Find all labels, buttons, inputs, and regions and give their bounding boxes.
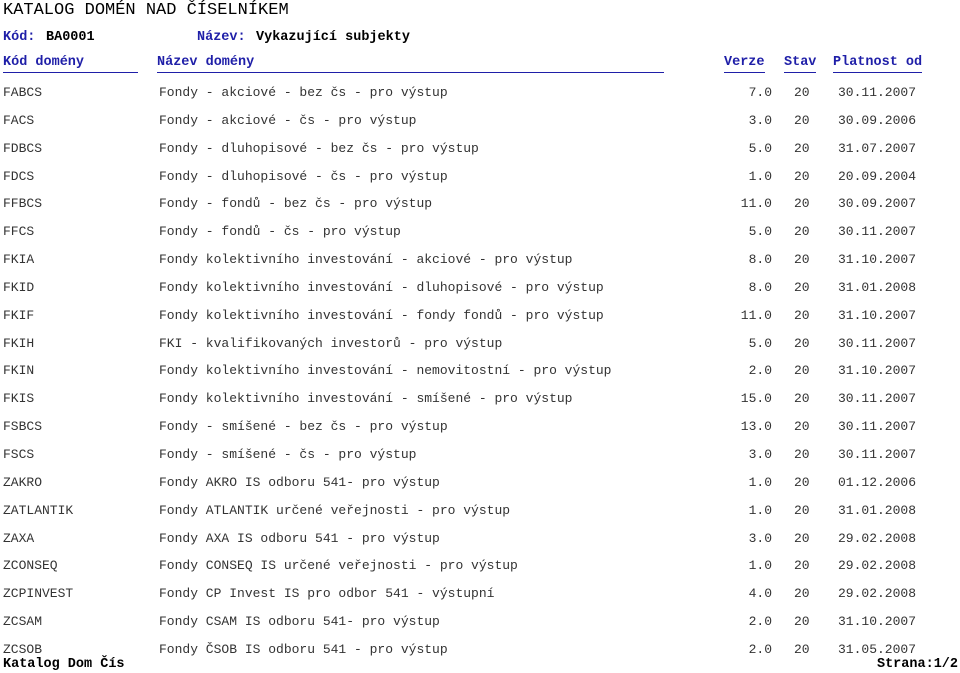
cell-stav: 20 bbox=[794, 252, 810, 268]
cell-stav: 20 bbox=[794, 446, 810, 462]
table-row bbox=[0, 447, 960, 475]
table-row bbox=[0, 196, 960, 224]
cell-kod: ZATLANTIK bbox=[3, 502, 74, 518]
table-row bbox=[0, 113, 960, 141]
cell-verze: 11.0 bbox=[740, 196, 772, 212]
cell-verze: 2.0 bbox=[748, 641, 772, 657]
cell-verze: 8.0 bbox=[748, 279, 772, 295]
cell-kod: ZAKRO bbox=[3, 474, 43, 490]
cell-verze: 5.0 bbox=[748, 140, 772, 156]
cell-nazev: Fondy CP Invest IS pro odbor 541 - výstupní bbox=[159, 586, 495, 602]
table-row bbox=[0, 336, 960, 364]
cell-kod: FSBCS bbox=[3, 419, 43, 435]
cell-stav: 20 bbox=[794, 558, 810, 574]
cell-kod: FKIA bbox=[3, 252, 35, 268]
cell-stav: 20 bbox=[794, 224, 810, 240]
cell-platnost: 30.11.2007 bbox=[838, 224, 917, 240]
cell-nazev: Fondy CONSEQ IS určené veřejnosti - pro výstup bbox=[159, 558, 518, 574]
table-row bbox=[0, 391, 960, 419]
cell-nazev: Fondy kolektivního investování - dluhopisové - pro výstup bbox=[159, 279, 604, 295]
cell-nazev: Fondy - fondů - bez čs - pro výstup bbox=[159, 196, 433, 212]
table-row bbox=[0, 308, 960, 336]
table-row bbox=[0, 614, 960, 642]
table-row bbox=[0, 419, 960, 447]
cell-stav: 20 bbox=[794, 168, 810, 184]
report-title: KATALOG DOMÉN NAD ČÍSELNÍKEM bbox=[3, 1, 289, 20]
cell-nazev: Fondy - akciové - bez čs - pro výstup bbox=[159, 85, 448, 100]
cell-nazev: Fondy kolektivního investování - nemovitostní - pro výstup bbox=[159, 363, 612, 379]
cell-kod: FKIS bbox=[3, 391, 35, 407]
cell-platnost: 31.10.2007 bbox=[838, 252, 917, 268]
table-row bbox=[0, 141, 960, 169]
cell-verze: 1.0 bbox=[748, 168, 772, 184]
cell-platnost: 31.05.2007 bbox=[838, 641, 917, 657]
cell-stav: 20 bbox=[794, 85, 810, 100]
cell-platnost: 30.11.2007 bbox=[838, 335, 917, 351]
table-row bbox=[0, 531, 960, 559]
cell-nazev: Fondy AKRO IS odboru 541- pro výstup bbox=[159, 474, 440, 490]
kod-value: BA0001 bbox=[46, 30, 95, 45]
cell-nazev: Fondy - smíšené - čs - pro výstup bbox=[159, 446, 417, 462]
cell-stav: 20 bbox=[794, 140, 810, 156]
cell-kod: ZCONSEQ bbox=[3, 558, 58, 574]
cell-verze: 8.0 bbox=[748, 252, 772, 268]
cell-kod: FKIN bbox=[3, 363, 35, 379]
cell-verze: 1.0 bbox=[748, 558, 772, 574]
cell-stav: 20 bbox=[794, 530, 810, 546]
cell-kod: FKID bbox=[3, 279, 35, 295]
cell-platnost: 30.11.2007 bbox=[838, 446, 917, 462]
cell-verze: 1.0 bbox=[748, 474, 772, 490]
cell-kod: ZCSOB bbox=[3, 641, 43, 657]
header-kod-domeny: Kód domény bbox=[3, 55, 138, 73]
cell-stav: 20 bbox=[794, 419, 810, 435]
cell-verze: 11.0 bbox=[740, 307, 772, 323]
header-platnost-od: Platnost od bbox=[833, 55, 922, 73]
cell-stav: 20 bbox=[794, 641, 810, 657]
cell-kod: FKIH bbox=[3, 335, 35, 351]
cell-nazev: Fondy ATLANTIK určené veřejnosti - pro výstup bbox=[159, 502, 511, 518]
cell-kod: FABCS bbox=[3, 85, 43, 100]
cell-verze: 4.0 bbox=[748, 586, 772, 602]
cell-nazev: Fondy CSAM IS odboru 541- pro výstup bbox=[159, 614, 440, 630]
cell-verze: 3.0 bbox=[748, 530, 772, 546]
cell-stav: 20 bbox=[794, 112, 810, 128]
cell-stav: 20 bbox=[794, 196, 810, 212]
cell-verze: 3.0 bbox=[748, 446, 772, 462]
cell-nazev: Fondy AXA IS odboru 541 - pro výstup bbox=[159, 530, 440, 546]
cell-platnost: 31.10.2007 bbox=[838, 363, 917, 379]
cell-kod: FDCS bbox=[3, 168, 35, 184]
cell-platnost: 01.12.2006 bbox=[838, 474, 917, 490]
table-row bbox=[0, 558, 960, 586]
nazev-value: Vykazující subjekty bbox=[256, 30, 410, 45]
table-row bbox=[0, 363, 960, 391]
cell-kod: FSCS bbox=[3, 446, 35, 462]
cell-platnost: 31.01.2008 bbox=[838, 502, 917, 518]
cell-stav: 20 bbox=[794, 614, 810, 630]
cell-stav: 20 bbox=[794, 391, 810, 407]
cell-kod: ZAXA bbox=[3, 530, 35, 546]
cell-kod: ZCSAM bbox=[3, 614, 43, 630]
cell-stav: 20 bbox=[794, 502, 810, 518]
cell-verze: 13.0 bbox=[740, 419, 772, 435]
cell-kod: FFBCS bbox=[3, 196, 43, 212]
table-row bbox=[0, 85, 960, 113]
cell-platnost: 30.09.2006 bbox=[838, 112, 917, 128]
table-row bbox=[0, 252, 960, 280]
table-row bbox=[0, 224, 960, 252]
cell-nazev: Fondy ČSOB IS odboru 541 - pro výstup bbox=[159, 641, 448, 657]
cell-verze: 5.0 bbox=[748, 335, 772, 351]
table-row bbox=[0, 642, 960, 670]
cell-platnost: 30.11.2007 bbox=[838, 391, 917, 407]
header-stav: Stav bbox=[784, 55, 816, 73]
kod-label: Kód: bbox=[3, 30, 36, 45]
cell-platnost: 30.09.2007 bbox=[838, 196, 917, 212]
header-nazev-domeny: Název domény bbox=[157, 55, 664, 73]
cell-verze: 1.0 bbox=[748, 502, 772, 518]
cell-platnost: 31.01.2008 bbox=[838, 279, 917, 295]
cell-kod: FFCS bbox=[3, 224, 35, 240]
cell-nazev: Fondy - fondů - čs - pro výstup bbox=[159, 224, 401, 240]
cell-platnost: 20.09.2004 bbox=[838, 168, 917, 184]
table-row bbox=[0, 503, 960, 531]
cell-platnost: 31.07.2007 bbox=[838, 140, 917, 156]
cell-platnost: 30.11.2007 bbox=[838, 85, 917, 100]
cell-nazev: Fondy - dluhopisové - bez čs - pro výstup bbox=[159, 140, 479, 156]
cell-stav: 20 bbox=[794, 586, 810, 602]
cell-platnost: 31.10.2007 bbox=[838, 307, 917, 323]
cell-nazev: Fondy kolektivního investování - fondy fondů - pro výstup bbox=[159, 307, 604, 323]
cell-verze: 15.0 bbox=[740, 391, 772, 407]
cell-platnost: 30.11.2007 bbox=[838, 419, 917, 435]
footer-page-number: Strana:1/2 bbox=[876, 657, 958, 672]
header-verze: Verze bbox=[724, 55, 765, 73]
cell-kod: FACS bbox=[3, 112, 35, 128]
table-row bbox=[0, 475, 960, 503]
cell-kod: FKIF bbox=[3, 307, 35, 323]
cell-stav: 20 bbox=[794, 279, 810, 295]
cell-stav: 20 bbox=[794, 363, 810, 379]
cell-nazev: Fondy - smíšené - bez čs - pro výstup bbox=[159, 419, 448, 435]
cell-stav: 20 bbox=[794, 474, 810, 490]
cell-kod: ZCPINVEST bbox=[3, 586, 74, 602]
cell-nazev: Fondy kolektivního investování - akciové - pro výstup bbox=[159, 252, 573, 268]
cell-verze: 2.0 bbox=[748, 614, 772, 630]
cell-stav: 20 bbox=[794, 335, 810, 351]
cell-verze: 3.0 bbox=[748, 112, 772, 128]
domain-table bbox=[0, 85, 960, 670]
cell-verze: 2.0 bbox=[748, 363, 772, 379]
table-row bbox=[0, 280, 960, 308]
footer-catalog-label: Katalog Dom Čís bbox=[3, 657, 125, 672]
cell-kod: FDBCS bbox=[3, 140, 43, 156]
cell-platnost: 29.02.2008 bbox=[838, 530, 917, 546]
cell-stav: 20 bbox=[794, 307, 810, 323]
cell-nazev: FKI - kvalifikovaných investorů - pro výstup bbox=[159, 335, 503, 351]
cell-verze: 7.0 bbox=[748, 85, 772, 100]
cell-platnost: 29.02.2008 bbox=[838, 558, 917, 574]
table-row bbox=[0, 586, 960, 614]
nazev-label: Název: bbox=[197, 30, 246, 45]
table-row bbox=[0, 169, 960, 197]
cell-nazev: Fondy kolektivního investování - smíšené - pro výstup bbox=[159, 391, 573, 407]
cell-platnost: 31.10.2007 bbox=[838, 614, 917, 630]
cell-platnost: 29.02.2008 bbox=[838, 586, 917, 602]
cell-nazev: Fondy - akciové - čs - pro výstup bbox=[159, 112, 417, 128]
cell-nazev: Fondy - dluhopisové - čs - pro výstup bbox=[159, 168, 448, 184]
cell-verze: 5.0 bbox=[748, 224, 772, 240]
